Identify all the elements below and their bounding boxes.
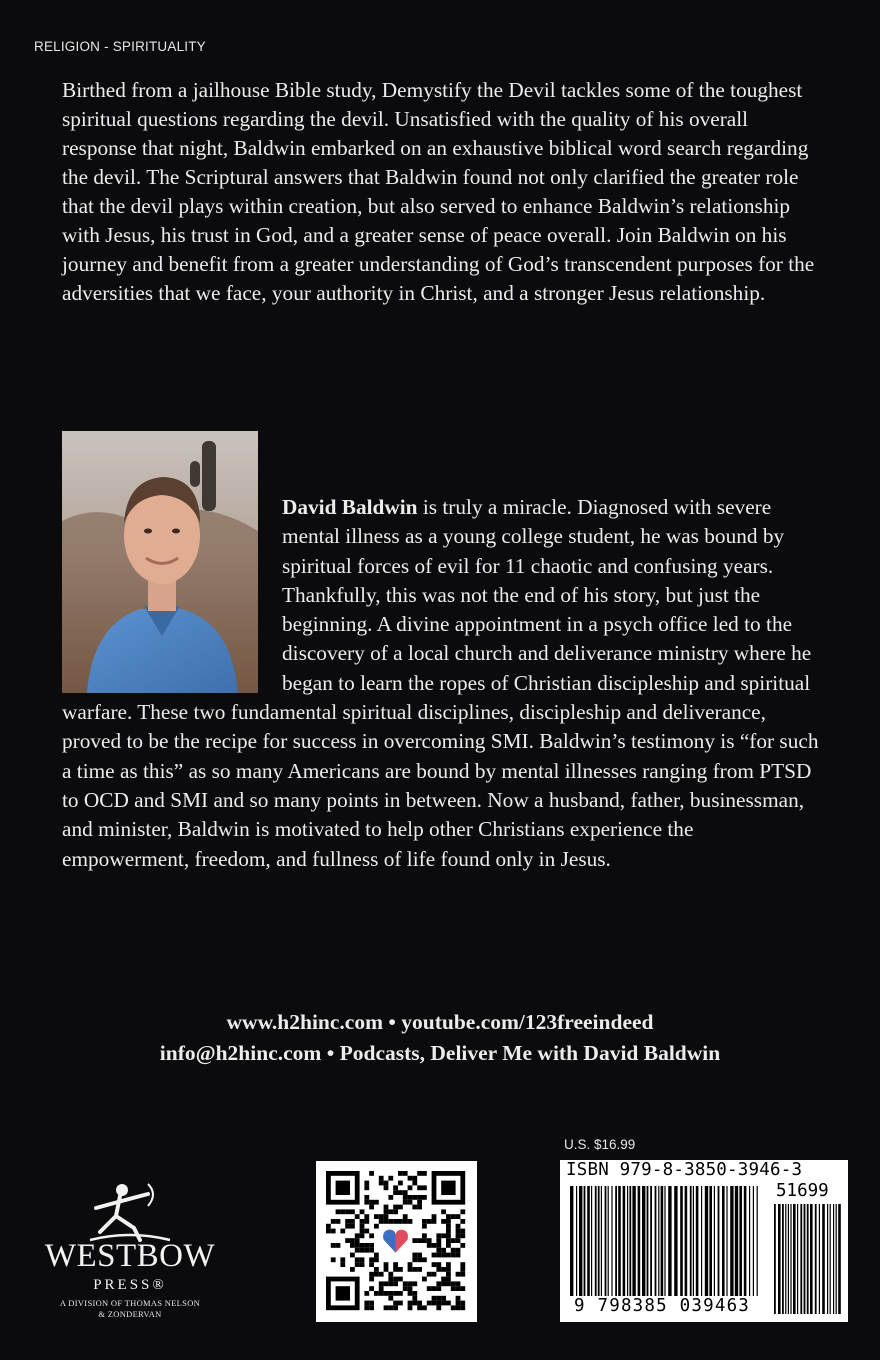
isbn-barcode	[560, 1160, 848, 1322]
contact-line-2[interactable]: info@h2hinc.com • Podcasts, Deliver Me with David Baldwin	[159, 1041, 721, 1065]
division-line-1: A DIVISION OF THOMAS NELSON	[59, 1298, 201, 1308]
ean-digits: 9 798385 039463	[574, 1296, 751, 1316]
contact-info	[0, 1007, 880, 1069]
price-label: U.S. $16.99	[564, 1137, 636, 1152]
author-name: David Baldwin	[282, 495, 418, 519]
publisher-brand: WESTBOW	[44, 1238, 216, 1274]
category-label: RELIGION - SPIRITUALITY	[34, 39, 206, 54]
book-description: Birthed from a jailhouse Bible study, Demystify the Devil tackles some of the toughest spiritual questions regarding the devil. Unsatisfied with the quality of his overall response that night, Baldwin embarked on an exhaustive biblical word search regarding the devil. The Scriptural answers that Baldwin found not only clarified the greater role that the devil plays within creation, but also served to enhance Baldwin’s relationship with Jesus, his trust in God, and a greater sense of peace overall. Join Baldwin on his journey and benefit from a greater understanding of God’s transcendent purposes for the adversities that we face, your authority in Christ, and a stronger Jesus relationship.	[62, 78, 815, 305]
author-bio	[62, 493, 822, 874]
archer-icon	[30, 1180, 230, 1242]
qr-code[interactable]	[316, 1161, 477, 1322]
isbn-text: ISBN 979-8-3850-3946-3	[566, 1160, 803, 1180]
publisher-press: PRESS®	[93, 1277, 167, 1293]
publisher-logo	[30, 1180, 230, 1330]
division-line-2: & ZONDERVAN	[98, 1309, 162, 1319]
publisher-division	[30, 1298, 230, 1320]
author-bio-text: is truly a miracle. Diagnosed with severe mental illness as a young college student, he was bound by spiritual forces of evil for 11 chaotic and confusing years. Thankfully, this was not the end of his story, but just the beginning. A divine appointment in a psych office led to the discovery of a local church and deliverance ministry where he began to learn the ropes of Christian discipleship and spiritual warfare. These two fundamental spiritual disciplines, discipleship and deliverance, proved to be the recipe for success in overcoming SMI. Baldwin’s testimony is “for such a time as this” as so many Americans are bound by mental illnesses ranging from PTSD to OCD and SMI and so many points in between. Now a husband, father, businessman, and minister, Baldwin is motivated to help other Christians experience the empowerment, freedom, and fullness of life found only in Jesus.	[62, 495, 819, 871]
contact-line-1[interactable]: www.h2hinc.com • youtube.com/123freeindeed	[226, 1010, 654, 1034]
price-addon-digits: 51699	[776, 1181, 829, 1201]
